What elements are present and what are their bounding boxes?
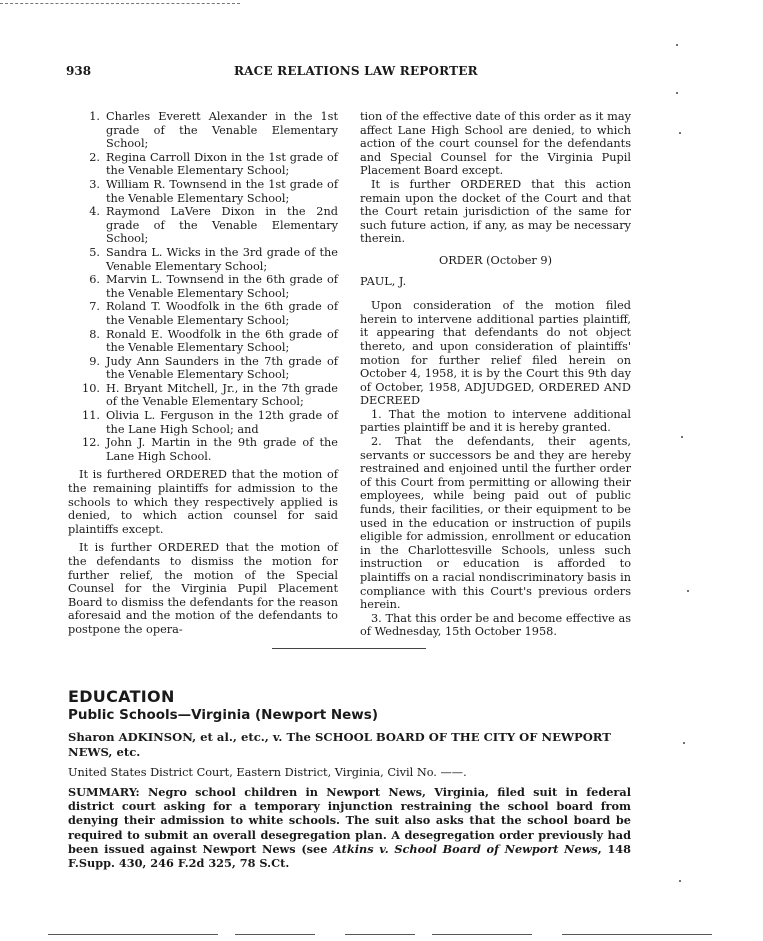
bottom-edge-rule xyxy=(562,934,712,935)
bottom-edge-rule xyxy=(235,934,315,935)
paragraph-consideration: Upon consideration of the motion filed herein to intervene additional parties plaintiff, it appearing that defendants do not object thereto, and upon consideration of plaintiffs' motion for further relief filed herein on October 4, 1958, it is by the Court this 9th day of October, 1958, ADJUDGED, ORDERED AND DECREED xyxy=(360,299,631,408)
paragraph-item-3: 3. That this order be and become effective as of Wednesday, 15th October 1958. xyxy=(360,611,631,639)
list-item: 3. William R. Townsend in the 1st grade of the Venable Elementary School; xyxy=(89,177,338,205)
bottom-edge-rule xyxy=(345,934,415,935)
case-caption: Sharon ADKINSON, et al., etc., v. The SCHOOL BOARD OF THE CITY OF NEWPORT NEWS, etc. xyxy=(68,730,611,759)
plaintiff-list xyxy=(68,110,338,463)
summary-text: SUMMARY: Negro school children in Newport News, Virginia, filed suit in federal district court asking for a temporary injunction restraining the school board from denying their admission to white schools. The suit also asks that the school board be required to submit an overall desegregation plan. A desegregation order previously had been issued against Newport News (see xyxy=(68,785,631,856)
list-item: 10. H. Bryant Mitchell, Jr., in the 7th grade of the Venable Elementary School; xyxy=(82,381,338,409)
running-title: RACE RELATIONS LAW REPORTER xyxy=(234,64,478,78)
paragraph-item-1: 1. That the motion to intervene additional parties plaintiff be and it is hereby granted. xyxy=(360,407,631,435)
paragraph-remaining-plaintiffs: It is furthered ORDERED that the motion of the remaining plaintiffs for admission to the schools to which they respectively applied is denied, to which action counsel for said plaintiffs except. xyxy=(68,468,338,536)
bottom-edge-rule xyxy=(432,934,532,935)
paragraph-jurisdiction: It is further ORDERED that this action remain upon the docket of the Court and that the Court retain jurisdiction of the same for such future action, if any, as may be necessary therein. xyxy=(360,177,631,246)
top-dashed-edge xyxy=(0,3,240,4)
section-divider xyxy=(272,648,426,649)
summary-citation-reporters: , 148 F.Supp. 430, 246 F.2d 325, 78 S.Ct. xyxy=(68,841,631,871)
summary-citation-case: Atkins v. School Board of Newport News xyxy=(333,841,598,856)
list-item: 12. John J. Martin in the 9th grade of the Lane High School. xyxy=(82,436,338,463)
paragraph-continuation: tion of the effective date of this order as it may affect Lane High School are denied, to which action of the court counsel for the defendants and Special Counsel for the Virginia Pupil Placement Board except. xyxy=(360,110,631,178)
scan-speck xyxy=(679,880,681,882)
list-item: 9. Judy Ann Saunders in the 7th grade of the Venable Elementary School; xyxy=(89,354,338,382)
section-subtitle: Public Schools—Virginia (Newport News) xyxy=(68,707,378,723)
list-item: 11. Olivia L. Ferguson in the 12th grade of the Lane High School; and xyxy=(82,409,338,436)
list-item: 8. Ronald E. Woodfolk in the 6th grade of the Venable Elementary School; xyxy=(89,327,338,355)
judge-name: PAUL, J. xyxy=(360,274,407,288)
list-item: 6. Marvin L. Townsend in the 6th grade of the Venable Elementary School; xyxy=(89,273,338,300)
page-number: 938 xyxy=(66,64,92,78)
list-item: 7. Roland T. Woodfolk in the 6th grade of the Venable Elementary School; xyxy=(89,300,338,327)
scan-speck xyxy=(681,436,683,438)
left-column xyxy=(68,110,338,637)
paragraph-motion-denied: It is further ORDERED that the motion of the defendants to dismiss the motion for further relief, the motion of the Special Counsel for the Virginia Pupil Placement Board to dismiss the defendants for the reason aforesaid and the motion of the defendants to postpone the opera- xyxy=(68,541,338,636)
order-heading: ORDER (October 9) xyxy=(438,253,552,267)
paragraph-item-2: 2. That the defendants, their agents, servants or successors be and they are hereby restrained and enjoined until the further order of this Court from permitting or allowing their employees, while being paid out of public funds, their facilities, or their equipment to be used in the education or instruction of pupils eligible for admission, enrollment or education in the Charlottesville Schools, unless such instruction or education is afforded to plaintiffs on a racial nondiscriminatory basis in compliance with this Court's previous orders herein. xyxy=(360,435,631,612)
scan-speck xyxy=(683,742,685,744)
scan-speck xyxy=(676,92,678,94)
list-item: 5. Sandra L. Wicks in the 3rd grade of the Venable Elementary School; xyxy=(89,245,338,273)
case-summary xyxy=(68,785,631,870)
list-item: 4. Raymond LaVere Dixon in the 2nd grade of the Venable Elementary School; xyxy=(89,205,338,246)
page-header xyxy=(66,64,666,82)
scan-speck xyxy=(676,44,678,46)
right-column xyxy=(360,110,631,639)
list-item: 2. Regina Carroll Dixon in the 1st grade of the Venable Elementary School; xyxy=(89,150,338,178)
section-title: EDUCATION xyxy=(68,687,175,706)
court-line: United States District Court, Eastern District, Virginia, Civil No. ——. xyxy=(68,766,467,779)
scan-speck xyxy=(679,132,681,134)
list-item: 1. Charles Everett Alexander in the 1st grade of the Venable Elementary School; xyxy=(89,110,338,151)
scan-speck xyxy=(687,590,689,592)
bottom-edge-rule xyxy=(48,934,218,935)
